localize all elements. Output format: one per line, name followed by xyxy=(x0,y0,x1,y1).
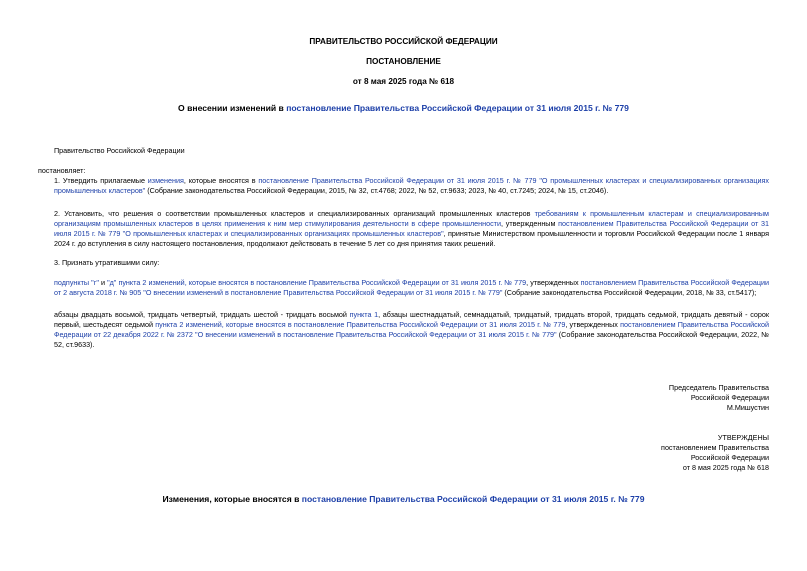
p3b-text-4: (Собрание законодательства Российской Федерации, 2022, № 52, ст.9633). xyxy=(54,329,769,349)
p3a-text-1: и xyxy=(98,278,108,287)
p3b-text-3: , утвержденных xyxy=(565,319,621,329)
signature-block xyxy=(669,383,769,413)
p3b-link-point-2[interactable]: пункта 2 изменений, которые вносятся в постановление Правительства Российской Федерации от 31 июля 2015 г. № 779 xyxy=(155,319,566,329)
p3a-link-subparagraph-g[interactable]: подпункты "г" xyxy=(54,278,99,287)
p1-text-2: , которые вносятся в xyxy=(183,176,259,185)
document-date-number: от 8 мая 2025 года № 618 xyxy=(352,77,455,86)
p3a-link-subparagraph-d[interactable]: "д" пункта 2 изменений, которые вносятся в постановление Правительства Российской Федерации от 31 июля 2015 г. № 779 xyxy=(107,278,527,287)
signature-name: М.Мишустин xyxy=(726,402,769,412)
p3b-link-point-1[interactable]: пункта 1 xyxy=(349,310,379,319)
approval-line-3: Российской Федерации xyxy=(690,452,769,462)
p3a-text-3: (Собрание законодательства Российской Федерации, 2018, № 33, ст.5417); xyxy=(502,287,757,297)
preamble-issuer: Правительство Российской Федерации xyxy=(54,146,185,155)
p1-link-amendments[interactable]: изменения xyxy=(147,176,184,185)
approval-date-number: от 8 мая 2025 года № 618 xyxy=(682,462,769,472)
approval-block xyxy=(661,433,769,473)
signature-position-2: Российской Федерации xyxy=(690,392,769,402)
p3b-text-1: абзацы двадцать восьмой, тридцать четвертый, тридцать шестой - тридцать восьмой xyxy=(54,310,350,319)
p1-link-resolution-779[interactable]: постановление Правительства Российской Федерации от 31 июля 2015 г. № 779 "О промышленных кластерах и специализированных организациях промышленных кластеров" xyxy=(54,176,769,195)
p3a-text-2: , утвержденных xyxy=(526,278,581,287)
amendments-title xyxy=(0,494,807,506)
government-heading: ПРАВИТЕЛЬСТВО РОССИЙСКОЙ ФЕДЕРАЦИИ xyxy=(309,37,498,46)
amendments-title-prefix: Изменения, которые вносятся в xyxy=(162,494,302,504)
approval-heading: УТВЕРЖДЕНЫ xyxy=(717,433,769,442)
p2-text-1: 2. Установить, что решения о соответствии промышленных кластеров и специализированных организаций промышленных кластеров xyxy=(54,209,535,218)
paragraph-1 xyxy=(54,176,769,196)
p2-link-requirements[interactable]: требованиям к промышленным кластерам и специализированным организациям промышленных кластеров в целях применения к ним мер стимулирования деятельности в сфере промышленности xyxy=(54,209,769,228)
p1-text-3: (Собрание законодательства Российской Федерации, 2015, № 32, ст.4768; 2022, № 52, ст.9633; 2023, № 40, ст.7245; 2024, № 15, ст.2046). xyxy=(145,185,609,195)
p3a-link-resolution-905[interactable]: постановлением Правительства Российской Федерации от 2 августа 2018 г. № 905 "О внесении изменений в постановление Правительства Российской Федерации от 31 июля 2015 г. № 779" xyxy=(54,278,770,297)
document-type: ПОСТАНОВЛЕНИЕ xyxy=(366,57,441,66)
p2-text-3: , принятые Министерством промышленности и торговли Российской Федерации после 1 января 2024 г. до вступления в силу настоящего постановления, продолжают действовать в течение 5 лет со дня принятия таких решений. xyxy=(54,228,769,248)
p1-text-1: 1. Утвердить прилагаемые xyxy=(54,176,148,185)
preamble-resolves: постановляет: xyxy=(38,166,86,175)
p3b-text-2: , абзацы шестнадцатый, семнадцатый, тридцатый, тридцать второй, тридцать седьмой, тридцать девятый - сорок первый, шестьдесят седьмой xyxy=(54,310,770,329)
document-title xyxy=(0,103,807,115)
title-prefix: О внесении изменений в xyxy=(178,103,287,113)
paragraph-3b xyxy=(54,310,769,350)
amendments-title-link[interactable]: постановление Правительства Российской Федерации от 31 июля 2015 г. № 779 xyxy=(301,494,645,504)
p2-link-resolution-779[interactable]: постановлением Правительства Российской Федерации от 31 июля 2015 г. № 779 "О промышленных кластерах и специализированных организациях промышленных кластеров" xyxy=(54,218,770,238)
title-link[interactable]: постановление Правительства Российской Федерации от 31 июля 2015 г. № 779 xyxy=(286,103,629,113)
signature-position: Председатель Правительства xyxy=(668,383,769,392)
paragraph-2 xyxy=(54,209,769,249)
approval-line-2: постановлением Правительства xyxy=(661,442,769,452)
paragraph-3a xyxy=(54,278,769,298)
p3b-link-resolution-2372[interactable]: постановлением Правительства Российской Федерации от 22 декабря 2022 г. № 2372 "О внесении изменений в постановление Правительства Российской Федерации от 31 июля 2015 г. № 779" xyxy=(54,319,770,339)
p2-text-2: , утвержденным xyxy=(501,218,559,228)
paragraph-3-intro: 3. Признать утратившими силу: xyxy=(54,258,160,267)
